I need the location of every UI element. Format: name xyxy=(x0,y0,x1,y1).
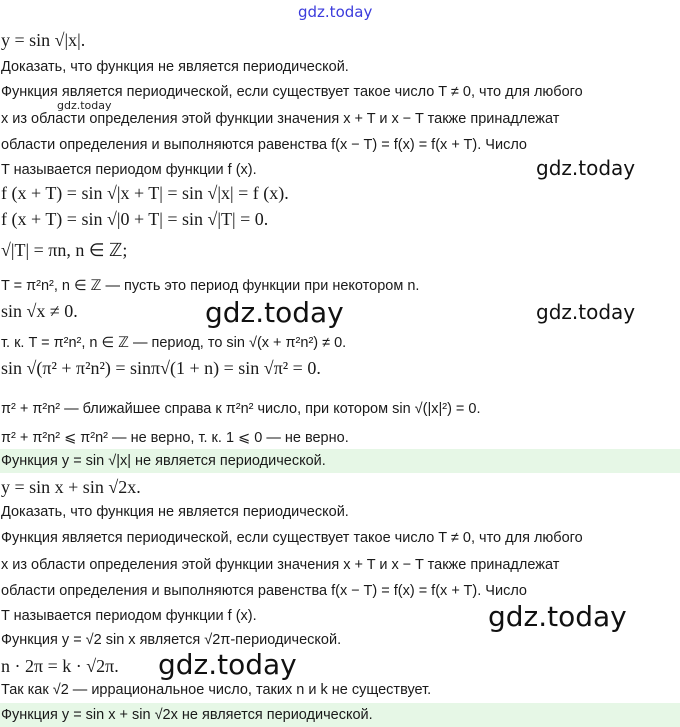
definition-line-3: области определения и выполняются равенства f(x − T) = f(x) = f(x + T). Число xyxy=(1,137,528,153)
function-statement-2: y = sin x + sin √2x. xyxy=(1,477,141,497)
definition-line-2: x из области определения этой функции значения x + T и x − T также принадлежат xyxy=(1,111,560,127)
watermark-small: gdz.today xyxy=(57,99,112,112)
equation-line-2: f (x + T) = sin √|0 + T| = sin √|T| = 0. xyxy=(1,209,269,229)
nearest-value-line: π² + π²n² — ближайшее справа к π²n² число, при котором sin √(|x|²) = 0. xyxy=(1,401,481,417)
function-statement-1: y = sin √|x|. xyxy=(1,30,86,50)
definition-line-4: T называется периодом функции f (x). xyxy=(1,162,257,178)
task-statement-2: Доказать, что функция не является периодической. xyxy=(1,504,349,520)
period-condition-line: т. к. T = π²n², n ∈ ℤ — период, то sin √(x + π²n²) ≠ 0. xyxy=(1,335,347,351)
conclusion-line-2: Функция y = sin x + sin √2x не является периодической. xyxy=(1,707,373,723)
equation-line-5: sin √(π² + π²n²) = sinπ√(1 + n) = sin √π² = 0. xyxy=(1,358,321,378)
watermark-5: gdz.today xyxy=(158,648,297,681)
irrational-line: Так как √2 — иррациональное число, таких n и k не существует. xyxy=(1,682,432,698)
inequality-line: π² + π²n² ⩽ π²n² — не верно, т. к. 1 ⩽ 0 — не верно. xyxy=(1,430,349,446)
watermark-3: gdz.today xyxy=(536,300,636,324)
watermark-1: gdz.today xyxy=(536,156,636,180)
equation-line-3: √|T| = πn, n ∈ ℤ; xyxy=(1,240,128,260)
equation-line-1: f (x + T) = sin √|x + T| = sin √|x| = f (x). xyxy=(1,183,289,203)
watermark-2: gdz.today xyxy=(205,296,344,329)
definition-line-8: T называется периодом функции f (x). xyxy=(1,608,257,624)
conclusion-line-1: Функция y = sin √|x| не является периодической. xyxy=(1,453,326,469)
task-statement-1: Доказать, что функция не является периодической. xyxy=(1,59,349,75)
definition-line-1: Функция является периодической, если существует такое число T ≠ 0, что для любого xyxy=(1,84,583,100)
equation-line-4: sin √x ≠ 0. xyxy=(1,301,78,321)
period-line: T = π²n², n ∈ ℤ — пусть это период функции при некотором n. xyxy=(1,278,420,294)
watermark-top: gdz.today xyxy=(298,3,373,21)
equation-line-6: n · 2π = k · √2π. xyxy=(1,656,119,676)
definition-line-5: Функция является периодической, если существует такое число T ≠ 0, что для любого xyxy=(1,530,583,546)
watermark-4: gdz.today xyxy=(488,600,627,633)
definition-line-6: x из области определения этой функции значения x + T и x − T также принадлежат xyxy=(1,557,560,573)
definition-line-7: области определения и выполняются равенства f(x − T) = f(x) = f(x + T). Число xyxy=(1,583,528,599)
periodic-line: Функция y = √2 sin x является √2π-периодической. xyxy=(1,632,342,648)
